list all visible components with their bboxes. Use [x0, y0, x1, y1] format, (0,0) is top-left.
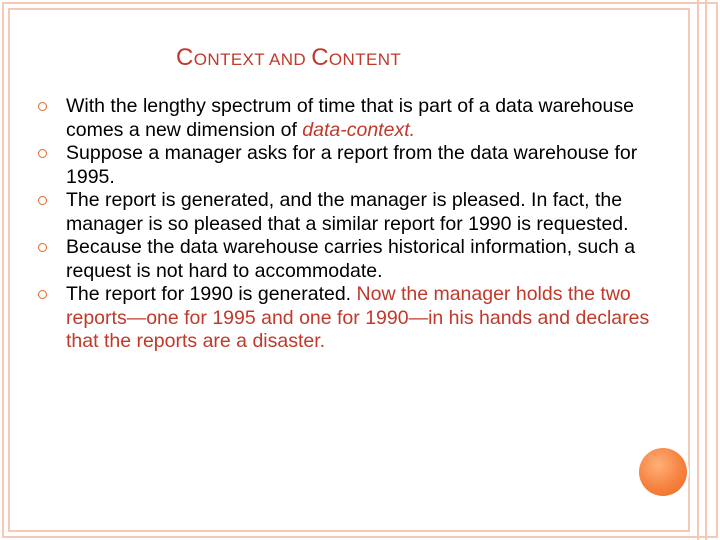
bullet-item-1: [60, 95, 660, 142]
bullet-5-text: The report for 1990 is generated.: [66, 283, 357, 305]
bullet-1-text: With the lengthy spectrum of time that is part of a data warehouse comes a new dimension of: [66, 95, 634, 141]
bullet-item-3: [60, 189, 660, 236]
circle-bullet-icon: [38, 290, 47, 299]
title-cap-1: C: [176, 44, 194, 71]
bullet-3-text: The report is generated, and the manager is pleased. In fact, the manager is so pleased that a similar report for 1990 is requested.: [66, 189, 629, 235]
bullet-5-highlight: Now the manager holds the two reports—one for 1995 and one for 1990—in his hands and declares that the reports are a disaster.: [66, 283, 650, 352]
bullet-list: [60, 95, 660, 354]
title-rest-1: ONTEXT AND: [193, 50, 312, 69]
right-rule-line-1: [697, 0, 699, 540]
right-rule-line-2: [705, 0, 707, 540]
title-rest-2: ONTENT: [328, 50, 402, 69]
circle-bullet-icon: [38, 243, 47, 252]
bullet-item-2: [60, 142, 660, 189]
circle-bullet-icon: [38, 102, 47, 111]
bullet-item-4: [60, 236, 660, 283]
slide-title: [176, 44, 596, 72]
bullet-2-text: Suppose a manager asks for a report from the data warehouse for 1995.: [66, 142, 638, 188]
circle-bullet-icon: [38, 196, 47, 205]
orb-icon: [639, 448, 687, 496]
bullet-1-highlight: data-context.: [302, 118, 416, 141]
circle-bullet-icon: [38, 149, 47, 158]
title-cap-2: C: [311, 44, 329, 71]
bullet-4-text: Because the data warehouse carries historical information, such a request is not hard to accommodate.: [66, 236, 636, 282]
bullet-item-5: [60, 283, 660, 354]
